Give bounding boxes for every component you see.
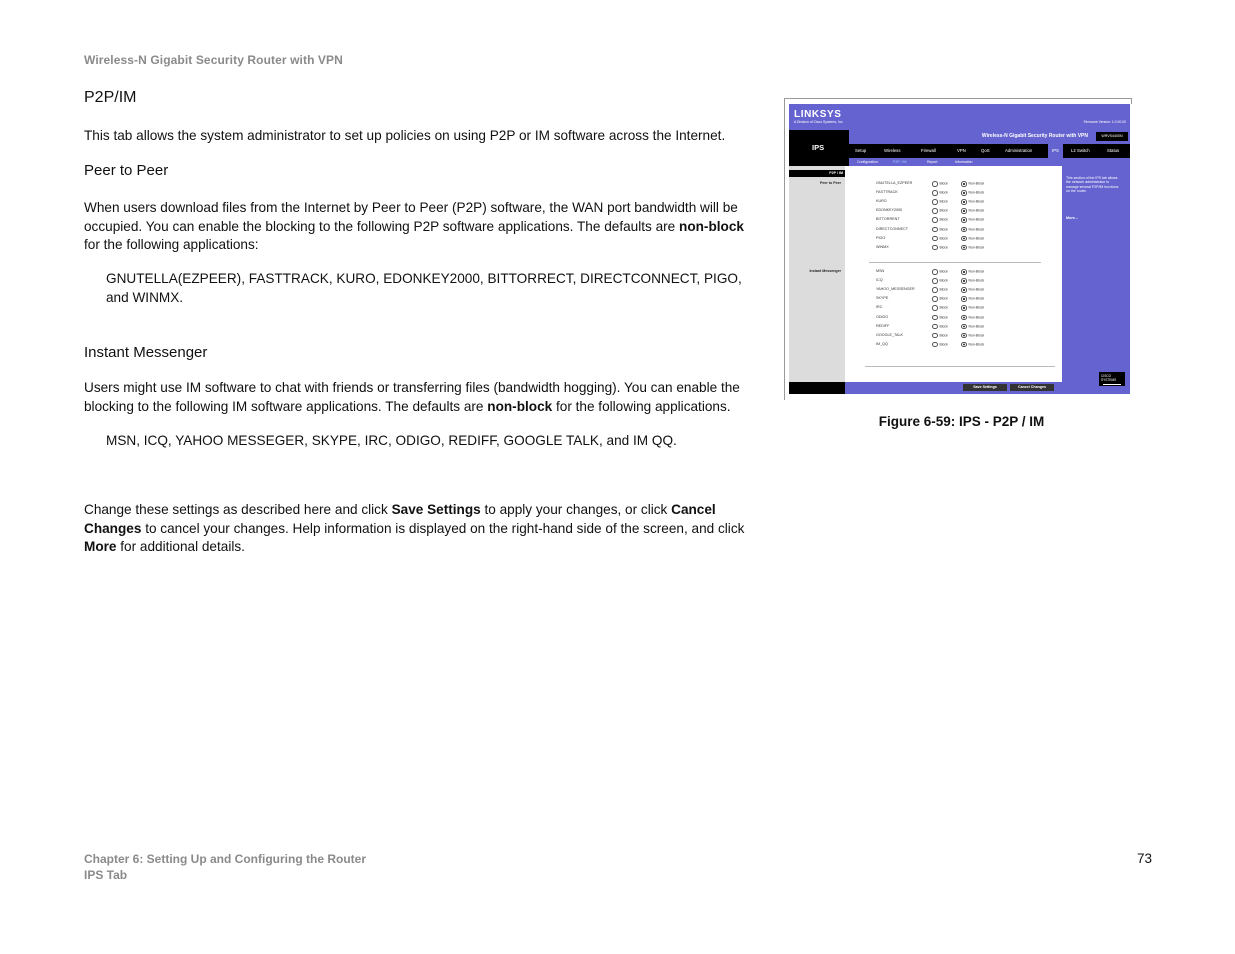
p2p-row-label: DIRECTCONNECT — [876, 226, 908, 231]
subtab-p2p-im[interactable]: P2P / IM — [893, 159, 907, 164]
p2p-body-pre: When users download files from the Internet by Peer to Peer (P2P) software, the WAN port bandwidth will be occupied. You can enable the blocking to the following P2P software applications. The defaults are — [84, 200, 738, 234]
p2p-group-label: Peer to Peer — [820, 181, 841, 185]
nonblock-option-label: Non-Block — [968, 227, 985, 232]
nonblock-option-label: Non-Block — [968, 199, 985, 204]
model-badge: WRVS4400N — [1096, 132, 1128, 141]
p2p-row-label: KURO — [876, 199, 887, 204]
firmware-version: Firmware Version: 1.0.00.00 — [1083, 120, 1126, 124]
im-nonblock-radio[interactable] — [961, 278, 984, 284]
help-more-link[interactable]: More... — [1066, 216, 1078, 220]
radio-selected-icon — [961, 217, 967, 223]
radio-icon — [932, 278, 938, 284]
tab-qos[interactable]: QoS — [981, 148, 990, 153]
radio-icon — [932, 287, 938, 293]
tab-setup[interactable]: Setup — [855, 148, 867, 153]
im-block-radio[interactable] — [932, 342, 948, 348]
section-title: P2P/IM — [84, 89, 137, 106]
radio-selected-icon — [961, 305, 967, 311]
radio-icon — [932, 227, 938, 233]
radio-icon — [932, 315, 938, 321]
im-body-bold: non-block — [487, 398, 553, 414]
radio-icon — [932, 342, 938, 348]
block-option-label: Block — [939, 236, 948, 241]
im-apps-list: MSN, ICQ, YAHOO MESSEGER, SKYPE, IRC, ODIGO, REDIFF, GOOGLE TALK, and IM QQ. — [106, 433, 677, 448]
save-settings-button[interactable]: Save Settings — [963, 384, 1007, 391]
block-option-label: Block — [939, 190, 948, 195]
block-option-label: Block — [939, 208, 948, 213]
radio-icon — [932, 324, 938, 330]
radio-selected-icon — [961, 199, 967, 205]
im-row-label: REDIFF — [876, 323, 890, 328]
block-option-label: Block — [939, 333, 948, 338]
im-nonblock-radio[interactable] — [961, 269, 984, 275]
logo-subtitle: A Division of Cisco Systems, Inc. — [794, 120, 844, 124]
p2p-nonblock-radio[interactable] — [961, 181, 984, 187]
cancel-changes-term: Cancel Changes — [84, 502, 716, 536]
block-option-label: Block — [939, 306, 948, 311]
block-option-label: Block — [939, 324, 948, 329]
p2p-nonblock-radio[interactable] — [961, 199, 984, 205]
radio-selected-icon — [961, 315, 967, 321]
footer-subsection: IPS Tab — [84, 868, 128, 882]
im-block-radio[interactable] — [932, 324, 948, 330]
radio-selected-icon — [961, 324, 967, 330]
block-option-label: Block — [939, 269, 948, 274]
radio-selected-icon — [961, 227, 967, 233]
p2p-block-radio[interactable] — [932, 217, 948, 223]
im-block-radio[interactable] — [932, 305, 948, 311]
nonblock-option-label: Non-Block — [968, 218, 985, 223]
tab-administration[interactable]: Administration — [1005, 148, 1033, 153]
save-settings-term: Save Settings — [391, 502, 481, 517]
block-option-label: Block — [939, 315, 948, 320]
im-block-radio[interactable] — [932, 296, 948, 302]
tab-status[interactable]: Status — [1107, 148, 1120, 153]
tab-wireless[interactable]: Wireless — [884, 148, 901, 153]
im-body-post: for the following applications. — [552, 398, 731, 414]
radio-selected-icon — [961, 296, 967, 302]
tab-vpn[interactable]: VPN — [957, 148, 966, 153]
p2p-row-label: EDONKEY2000 — [876, 208, 903, 213]
nonblock-option-label: Non-Block — [968, 181, 985, 186]
radio-selected-icon — [961, 287, 967, 293]
subtab-configuration[interactable]: Configuration — [857, 159, 878, 164]
im-body-pre: Users might use IM software to chat with friends or transferring files (bandwidth hogging). You can enable the blocking to the following IM software applications. The defaults are — [84, 380, 740, 414]
im-nonblock-radio[interactable] — [961, 315, 984, 321]
product-title: Wireless-N Gigabit Security Router with VPN — [981, 133, 1088, 139]
p2p-apps-list: GNUTELLA(EZPEER), FASTTRACK, KURO, EDONKEY2000, BITTORRECT, DIRECTCONNECT, PIGO, and WINMX. — [106, 271, 742, 305]
p2p-row-label: FASTTRACK — [876, 190, 898, 195]
radio-selected-icon — [961, 181, 967, 187]
block-option-label: Block — [939, 278, 948, 283]
p2p-nonblock-radio[interactable] — [961, 190, 984, 196]
im-group-label: Instant Messenger — [809, 269, 841, 273]
im-nonblock-radio[interactable] — [961, 342, 984, 348]
block-option-label: Block — [939, 296, 948, 301]
nonblock-option-label: Non-Block — [968, 245, 985, 250]
radio-selected-icon — [961, 190, 967, 196]
radio-icon — [932, 181, 938, 187]
page-footer — [84, 851, 366, 883]
nonblock-option-label: Non-Block — [968, 190, 985, 195]
p2p-row-label: WINMX — [876, 244, 889, 249]
p2p-paragraph — [84, 199, 759, 255]
change-text-2: to apply your changes, or click — [480, 502, 672, 517]
nonblock-option-label: Non-Block — [968, 296, 985, 301]
p2p-row-label: BITTORRENT — [876, 217, 900, 222]
p2p-nonblock-radio[interactable] — [961, 227, 984, 233]
im-heading: Instant Messenger — [84, 344, 208, 361]
nonblock-option-label: Non-Block — [968, 287, 985, 292]
im-row-label: IM_QQ — [876, 341, 888, 346]
tab-ips[interactable]: IPS — [1048, 144, 1063, 158]
panel-title: P2P / IM — [789, 170, 845, 177]
tab-firewall[interactable]: Firewall — [921, 148, 936, 153]
running-header: Wireless-N Gigabit Security Router with VPN — [84, 53, 343, 67]
radio-icon — [932, 217, 938, 223]
nonblock-option-label: Non-Block — [968, 342, 985, 347]
im-nonblock-radio[interactable] — [961, 333, 984, 339]
cisco-logo-text: CISCO SYSTEMS — [1101, 374, 1117, 382]
radio-icon — [932, 296, 938, 302]
p2p-block-radio[interactable] — [932, 227, 948, 233]
tab-l2-switch[interactable]: L2 Switch — [1071, 148, 1090, 153]
linksys-logo: LINKSYS — [794, 109, 842, 120]
p2p-heading: Peer to Peer — [84, 162, 169, 179]
p2p-row-label: GNUTELLA_EZPEER — [876, 181, 913, 185]
radio-icon — [932, 269, 938, 275]
nonblock-option-label: Non-Block — [968, 306, 985, 311]
block-option-label: Block — [939, 342, 948, 347]
radio-selected-icon — [961, 278, 967, 284]
change-settings-paragraph — [84, 501, 759, 557]
block-option-label: Block — [939, 287, 948, 292]
im-nonblock-radio[interactable] — [961, 296, 984, 302]
main-nav — [849, 144, 1130, 158]
help-text: This section of the IPS tab allows the network administrator to manage several P2P/IM functions on the router. — [1066, 176, 1119, 193]
im-row-label: GOOGLE_TALK — [876, 332, 903, 337]
im-block-radio[interactable] — [932, 333, 948, 339]
p2p-block-radio[interactable] — [932, 199, 948, 205]
block-option-label: Block — [939, 227, 948, 232]
figure-screenshot — [784, 98, 1132, 400]
radio-selected-icon — [961, 236, 967, 242]
cisco-logo — [1099, 372, 1125, 386]
im-block-radio[interactable] — [932, 315, 948, 321]
radio-icon — [932, 199, 938, 205]
radio-selected-icon — [961, 208, 967, 214]
p2p-body-post: for the following applications: — [84, 237, 259, 252]
radio-selected-icon — [961, 269, 967, 275]
im-nonblock-radio[interactable] — [961, 305, 984, 311]
radio-icon — [932, 333, 938, 339]
radio-icon — [932, 305, 938, 311]
radio-icon — [932, 236, 938, 242]
p2p-row-label: PIGO — [876, 235, 886, 240]
radio-selected-icon — [961, 342, 967, 348]
nonblock-option-label: Non-Block — [968, 324, 985, 329]
page-number: 73 — [1137, 851, 1153, 866]
p2p-block-radio[interactable] — [932, 236, 948, 242]
intro-paragraph: This tab allows the system administrator to set up policies on using P2P or IM software across the Internet. — [84, 128, 726, 143]
nonblock-option-label: Non-Block — [968, 278, 985, 283]
im-block-radio[interactable] — [932, 287, 948, 293]
help-panel — [1060, 166, 1130, 394]
figure-caption: Figure 6-59: IPS - P2P / IM — [878, 414, 1045, 429]
p2p-block-radio[interactable] — [932, 181, 948, 187]
radio-selected-icon — [961, 333, 967, 339]
block-option-label: Block — [939, 199, 948, 204]
nonblock-option-label: Non-Block — [968, 208, 985, 213]
im-row-label: IRC — [876, 305, 883, 310]
nonblock-option-label: Non-Block — [968, 236, 985, 241]
p2p-nonblock-radio[interactable] — [961, 217, 984, 223]
p2p-nonblock-radio[interactable] — [961, 208, 984, 214]
radio-selected-icon — [961, 245, 967, 251]
im-row-label: MSN — [876, 269, 885, 273]
im-block-radio[interactable] — [932, 269, 948, 275]
nonblock-option-label: Non-Block — [968, 269, 985, 274]
p2p-block-radio[interactable] — [932, 190, 948, 196]
nonblock-option-label: Non-Block — [968, 333, 985, 338]
im-block-radio[interactable] — [932, 278, 948, 284]
subtab-report[interactable]: Report — [927, 159, 938, 164]
nonblock-option-label: Non-Block — [968, 315, 985, 320]
block-option-label: Block — [939, 181, 948, 186]
im-nonblock-radio[interactable] — [961, 287, 984, 293]
cancel-changes-button[interactable]: Cancel Changes — [1010, 384, 1054, 391]
im-nonblock-radio[interactable] — [961, 324, 984, 330]
p2p-block-radio[interactable] — [932, 245, 948, 251]
im-paragraph — [84, 379, 759, 416]
radio-icon — [932, 208, 938, 214]
block-option-label: Block — [939, 245, 948, 250]
im-row-label: ODIGO — [876, 314, 889, 319]
router-ui-screenshot — [789, 104, 1130, 394]
p2p-nonblock-radio[interactable] — [961, 245, 984, 251]
footer-chapter: Chapter 6: Setting Up and Configuring the Router — [84, 852, 366, 866]
p2p-body-bold: non-block — [679, 218, 744, 234]
ips-section-label: IPS — [812, 143, 825, 152]
im-row-label: ICQ — [876, 278, 883, 283]
radio-icon — [932, 245, 938, 251]
change-text-3: to cancel your changes. Help information is displayed on the right-hand side of the screen, and click — [141, 520, 745, 536]
im-row-label: SKYPE — [876, 296, 889, 301]
im-row-label: YAHOO_MESSENGER — [876, 287, 915, 292]
p2p-block-radio[interactable] — [932, 208, 948, 214]
change-text-1: Change these settings as described here and click — [84, 502, 392, 517]
block-option-label: Block — [939, 218, 948, 223]
sub-nav — [849, 158, 1130, 166]
subtab-information[interactable]: Information — [955, 159, 973, 164]
radio-icon — [932, 190, 938, 196]
more-term: More — [84, 539, 117, 554]
change-text-4: for additional details. — [116, 539, 245, 554]
p2p-nonblock-radio[interactable] — [961, 236, 984, 242]
